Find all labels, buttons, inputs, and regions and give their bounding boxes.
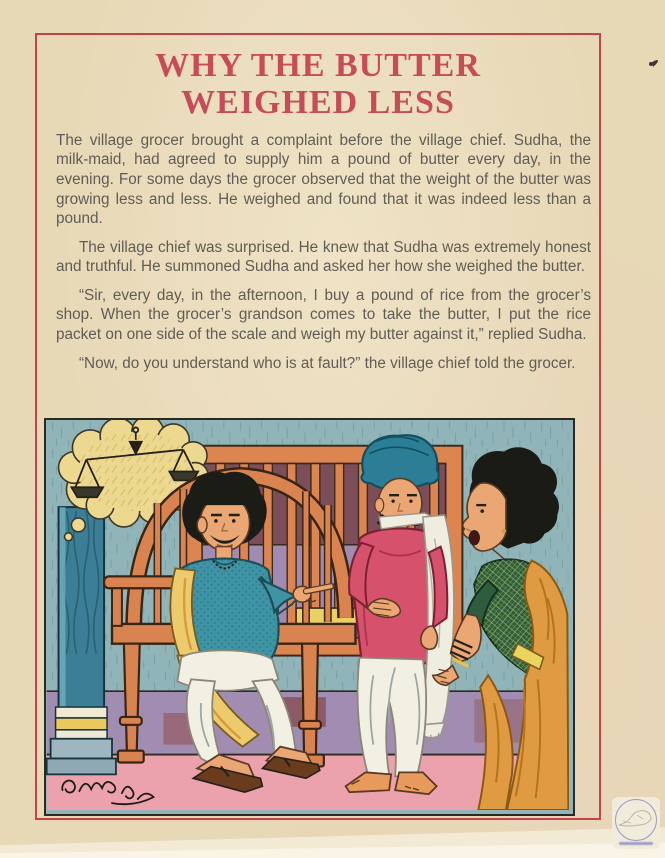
- story-illustration: [44, 418, 575, 816]
- stamp-caption-smudge: [619, 842, 653, 845]
- page-border-frame: [35, 33, 601, 820]
- story-title-line1: WHY THE BUTTER: [155, 47, 481, 84]
- story-paragraph-3: “Sir, every day, in the afternoon, I buy a pound of rice from the grocer’s shop. When the grocer’s grandson comes to take the butter, I put the rice packet on one side of the scale and weigh my butter against it,” replied Sudha.: [56, 286, 591, 343]
- story-title: [47, 47, 589, 122]
- story-text: [56, 131, 591, 373]
- story-paragraph-2: The village chief was surprised. He knew that Sudha was extremely honest and truthful. He summoned Sudha and asked her how she weighed the butter.: [56, 238, 591, 276]
- library-stamp: [612, 797, 660, 849]
- story-paragraph-4: “Now, do you understand who is at fault?” the village chief told the grocer.: [78, 354, 576, 372]
- ink-blot: [647, 57, 659, 70]
- stamp-line-art: [615, 801, 655, 837]
- illustration-canvas: [46, 420, 569, 810]
- story-paragraph-1: The village grocer brought a complaint before the village chief. Sudha, the milk-maid, had agreed to supply him a pound of butter every day, in the evening. For some days the grocer observed that the weight of the butter was growing less and less. He weighed and found that it was indeed less than a pound.: [56, 131, 591, 228]
- story-title-line2: WEIGHED LESS: [181, 84, 455, 122]
